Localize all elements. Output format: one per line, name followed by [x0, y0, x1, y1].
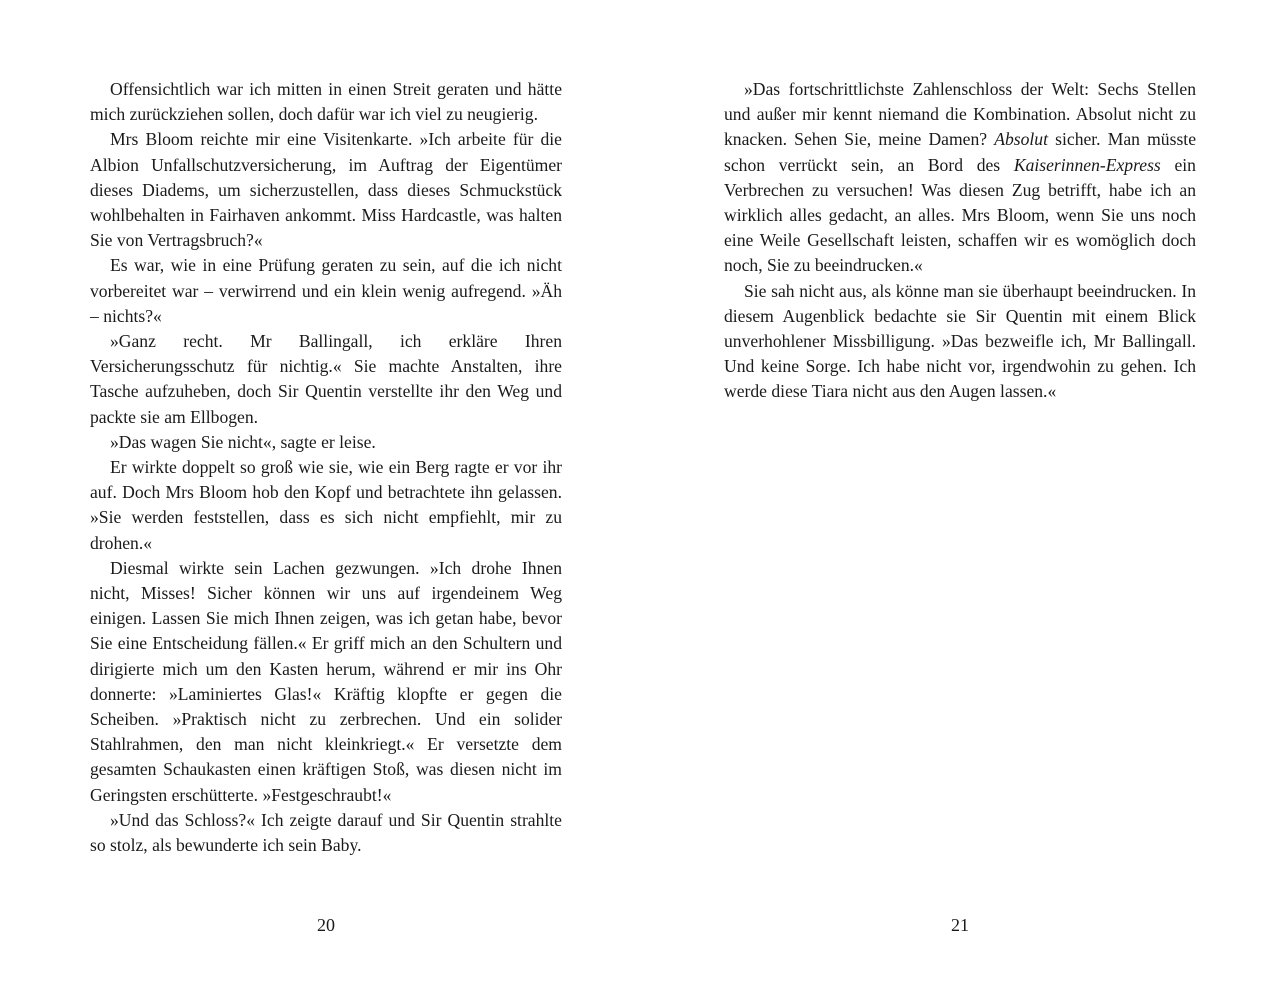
paragraph: Offensichtlich war ich mitten in einen Streit geraten und hätte mich zurückziehen sollen, doch dafür war ich viel zu neugierig.	[90, 79, 562, 125]
left-page	[0, 0, 642, 1000]
paragraph-text: sicher. Man müsste schon verrückt sein, an Bord des	[724, 129, 1196, 175]
page-number: 20	[317, 915, 335, 935]
paragraph: Mrs Bloom reichte mir eine Visitenkarte. »Ich arbeite für die Albion Unfallschutzversicherung, im Auftrag der Eigentümer dieses Diadems, um sicherzustellen, dass dieses Schmuckstück wohlbehalten in Fairhaven ankommt. Miss Hardcastle, was halten Sie von Vertragsbruch?«	[90, 129, 562, 251]
emphasis-text: Kaiserinnen-Express	[1013, 154, 1161, 175]
paragraph: »Das wagen Sie nicht«, sagte er leise.	[110, 431, 376, 452]
paragraph	[724, 77, 1196, 279]
right-page-text	[724, 77, 1196, 405]
paragraph: Sie sah nicht aus, als könne man sie überhaupt beeindrucken. In diesem Augenblick bedachte sie Sir Quentin mit einem Blick unverhohlener Missbilligung. »Das bezweifle ich, Mr Ballingall. Und keine Sorge. Ich habe nicht vor, irgendwohin zu gehen. Ich werde diese Tiara nicht aus den Augen lassen.«	[724, 280, 1196, 402]
paragraph: Er wirkte doppelt so groß wie sie, wie ein Berg ragte er vor ihr auf. Doch Mrs Bloom hob den Kopf und betrachtete ihn gelassen. »Sie werden feststellen, dass es sich nicht empfiehlt, mir zu drohen.«	[90, 457, 562, 553]
paragraph: Es war, wie in eine Prüfung geraten zu sein, auf die ich nicht vorbereitet war – verwirrend und ein klein wenig aufregend. »Äh – nichts?«	[90, 255, 562, 326]
page-number: 21	[951, 915, 969, 935]
paragraph: »Ganz recht. Mr Ballingall, ich erkläre Ihren Versicherungsschutz für nichtig.« Sie machte Anstalten, ihre Tasche aufzuheben, doch Sir Quentin verstellte ihr den Weg und packte sie am Ellbogen.	[90, 331, 562, 427]
emphasis-text: Absolut	[994, 129, 1048, 150]
paragraph-text: ein Verbrechen zu versuchen! Was diesen Zug betrifft, habe ich an wirklich alles gedacht, an alles. Mrs Bloom, wenn Sie uns noch eine Weile Gesellschaft leisten, schaffen wir es womöglich doch noch, Sie zu beeindrucken.«	[724, 154, 1196, 276]
paragraph-text: »Das fortschrittlichste Zahlenschloss der Welt: Sechs Stellen und außer mir kennt niemand die Kombination. Absolut nicht zu knacken. Sehen Sie, meine Damen?	[724, 79, 1196, 150]
right-page	[642, 0, 1285, 1000]
paragraph: »Und das Schloss?« Ich zeigte darauf und Sir Quentin strahlte so stolz, als bewunderte ich sein Baby.	[90, 809, 562, 856]
paragraph: Diesmal wirkte sein Lachen gezwungen. »Ich drohe Ihnen nicht, Misses! Sicher können wir uns auf irgendeinem Weg einigen. Lassen Sie mich Ihnen zeigen, was ich getan habe, bevor Sie eine Entscheidung fällen.« Er griff mich an den Schultern und dirigierte mich um den Kasten herum, während er mir ins Ohr donnerte: »Laminiertes Glas!« Kräftig klopfte er gegen die Scheiben. »Praktisch nicht zu zerbrechen. Und ein solider Stahlrahmen, den man nicht kleinkriegt.« Er versetzte dem gesamten Schaukasten einen kräftigen Stoß, was diesen nicht im Geringsten erschütterte. »Festgeschraubt!«	[90, 557, 562, 805]
left-page-text	[90, 77, 562, 858]
